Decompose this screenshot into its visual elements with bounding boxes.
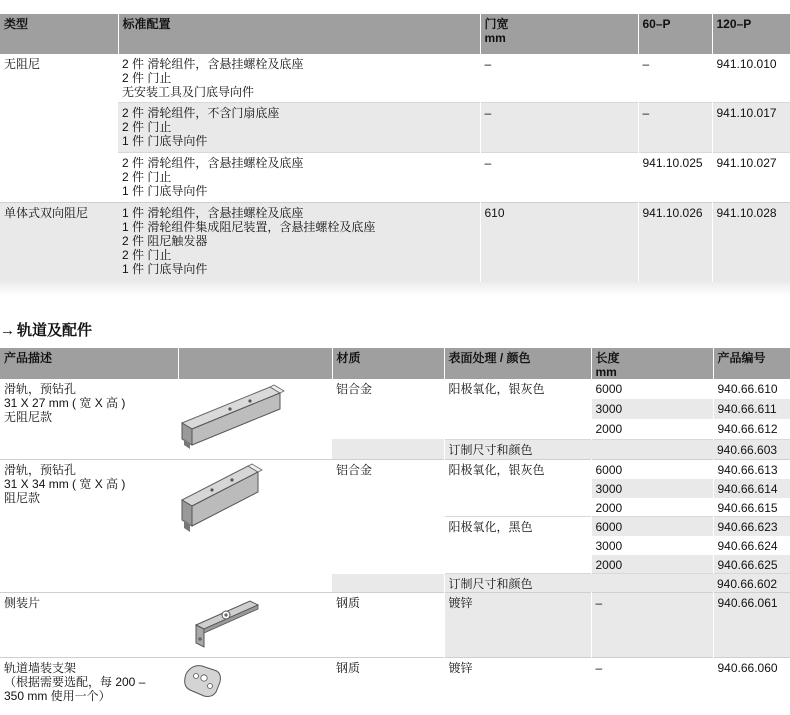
code-cell: 940.66.615 [713, 498, 790, 517]
custom-size-label: 订制尺寸和颜色 [444, 574, 713, 593]
rail-image-cell [178, 460, 332, 593]
p60-cell: 941.10.026 [638, 202, 712, 284]
header-type: 类型 [0, 14, 118, 54]
material-cell: 铝合金 [332, 460, 444, 574]
config-line: 2 件 门止 [122, 71, 172, 85]
config-line: 2 件 门止 [122, 247, 172, 262]
fitting-sets-table [0, 14, 790, 284]
material-cell: 铝合金 [332, 379, 444, 439]
table-row [0, 658, 790, 708]
code-cell: 940.66.602 [713, 574, 790, 593]
config-line: 2 件 门止 [122, 169, 172, 184]
finish-cell: 镀锌 [444, 658, 591, 708]
header-120p: 120–P [712, 14, 790, 54]
table-row [0, 102, 790, 152]
code-cell: 940.66.610 [713, 379, 790, 399]
length-cell: 2000 [591, 419, 713, 439]
table-row [0, 152, 790, 202]
side-plate-image [178, 593, 332, 655]
header-length [591, 348, 713, 379]
description-line: 阻尼款 [4, 491, 41, 505]
config-line: 无安装工具及门底导向件 [122, 85, 255, 99]
material-cell: 钢质 [332, 658, 444, 708]
bracket-image-cell [178, 658, 332, 708]
table-row [0, 202, 790, 284]
config-cell [118, 202, 480, 284]
section-title-text: 轨道及配件 [17, 322, 93, 339]
type-cell: 单体式双向阻尼 [0, 202, 118, 284]
p120-cell: 941.10.028 [712, 202, 790, 284]
length-cell: – [591, 593, 713, 658]
wall-bracket-image [178, 658, 332, 704]
length-cell: 3000 [591, 536, 713, 555]
p120-cell: 941.10.027 [712, 152, 790, 202]
description-line: 滑轨，预钻孔 [4, 382, 77, 396]
width-cell: – [480, 102, 638, 152]
description-line: 无阻尼款 [4, 410, 53, 424]
width-cell: – [480, 152, 638, 202]
description-line: 31 X 27 mm ( 宽 X 高 ) [4, 396, 126, 410]
code-cell: 940.66.614 [713, 479, 790, 498]
config-line: 1 件 滑轮组件，含悬挂螺栓及底座 [122, 205, 304, 220]
description-cell [0, 460, 178, 593]
length-cell: 6000 [591, 517, 713, 536]
config-line: 2 件 门止 [122, 119, 172, 134]
rail-image-cell [178, 379, 332, 460]
table-header-row [0, 14, 790, 54]
header-image [178, 348, 332, 379]
p60-cell: – [638, 102, 712, 152]
rail-profile-image [178, 379, 332, 459]
code-cell: 940.66.623 [713, 517, 790, 536]
arrow-right-icon: → [0, 322, 15, 339]
length-cell: 2000 [591, 498, 713, 517]
table-row [0, 593, 790, 658]
code-cell: 940.66.625 [713, 555, 790, 574]
header-description: 产品描述 [0, 348, 178, 379]
code-cell: 940.66.624 [713, 536, 790, 555]
table-row [0, 460, 790, 479]
material-cell-empty [332, 574, 444, 593]
length-cell: 6000 [591, 379, 713, 399]
description-line: 轨道墙装支架 [4, 661, 77, 675]
description-cell [0, 658, 178, 708]
config-line: 2 件 阻尼触发器 [122, 233, 208, 248]
damped-rail-profile-image [178, 460, 332, 540]
code-cell: 940.66.060 [713, 658, 790, 708]
config-line: 1 件 滑轮组件集成阻尼装置，含悬挂螺栓及底座 [122, 219, 376, 234]
header-finish: 表面处理 / 颜色 [444, 348, 591, 379]
config-line: 2 件 滑轮组件，不含门扇底座 [122, 105, 280, 120]
config-line: 1 件 门底导向件 [122, 133, 208, 148]
description-line: 31 X 34 mm ( 宽 X 高 ) [4, 477, 126, 491]
header-length-label: 长度 [595, 351, 620, 365]
finish-cell: 阳极氧化，银灰色 [444, 379, 591, 439]
code-cell: 940.66.611 [713, 399, 790, 419]
header-door-width-unit: mm [484, 31, 506, 45]
finish-cell: 镀锌 [444, 593, 591, 658]
description-line: 滑轨，预钻孔 [4, 463, 77, 477]
p120-cell: 941.10.017 [712, 102, 790, 152]
custom-size-label: 订制尺寸和颜色 [444, 439, 713, 459]
description-line: （根据需要选配，每 200 – [4, 675, 146, 689]
header-door-width [480, 14, 638, 54]
config-cell [118, 54, 480, 102]
rails-accessories-table [0, 348, 790, 708]
header-config: 标准配置 [118, 14, 480, 54]
config-line: 1 件 门底导向件 [122, 261, 208, 276]
header-length-unit: mm [595, 365, 617, 379]
length-cell: – [591, 658, 713, 708]
code-cell: 940.66.612 [713, 419, 790, 439]
length-cell: 3000 [591, 399, 713, 419]
length-cell: 3000 [591, 479, 713, 498]
header-code: 产品编号 [713, 348, 790, 379]
width-cell: – [480, 54, 638, 102]
length-cell: 2000 [591, 555, 713, 574]
description-cell [0, 379, 178, 460]
config-cell [118, 102, 480, 152]
width-cell: 610 [480, 202, 638, 284]
description-cell: 侧装片 [0, 593, 178, 658]
section-title [0, 319, 92, 340]
code-cell: 940.66.603 [713, 439, 790, 459]
header-door-width-label: 门宽 [484, 17, 509, 31]
finish-cell: 阳极氧化，银灰色 [444, 460, 591, 517]
material-cell-empty [332, 439, 444, 459]
type-cell: 无阻尼 [0, 54, 118, 202]
table-bottom-fade [0, 282, 790, 296]
config-cell [118, 152, 480, 202]
code-cell: 940.66.061 [713, 593, 790, 658]
p120-cell: 941.10.010 [712, 54, 790, 102]
length-cell: 6000 [591, 460, 713, 479]
p60-cell: – [638, 54, 712, 102]
p60-cell: 941.10.025 [638, 152, 712, 202]
side-plate-image-cell [178, 593, 332, 658]
config-line: 2 件 滑轮组件，含悬挂螺栓及底座 [122, 57, 304, 71]
material-cell: 钢质 [332, 593, 444, 658]
header-material: 材质 [332, 348, 444, 379]
header-60p: 60–P [638, 14, 712, 54]
finish-cell: 阳极氧化，黑色 [444, 517, 591, 574]
description-line: 350 mm 使用一个） [4, 689, 111, 703]
code-cell: 940.66.613 [713, 460, 790, 479]
table-row [0, 54, 790, 102]
config-line: 1 件 门底导向件 [122, 183, 208, 198]
table-header-row [0, 348, 790, 379]
table-row [0, 379, 790, 399]
config-line: 2 件 滑轮组件，含悬挂螺栓及底座 [122, 155, 304, 170]
